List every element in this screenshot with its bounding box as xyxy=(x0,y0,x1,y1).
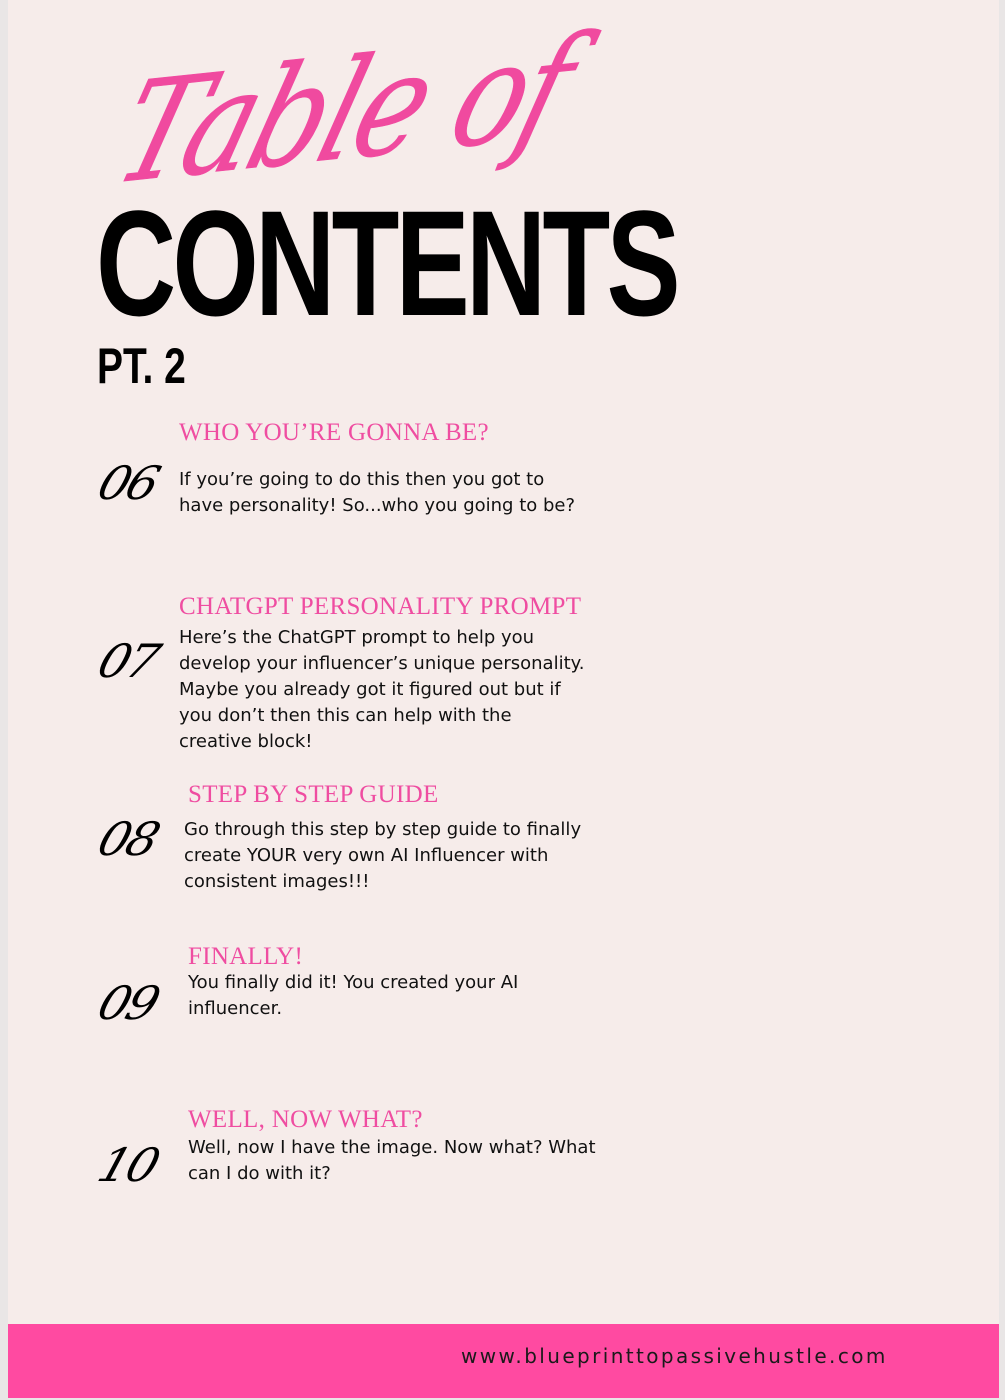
entry-number: 08 xyxy=(91,812,165,866)
entry-number: 09 xyxy=(91,976,165,1030)
table-of-script-title: Table of xyxy=(100,5,588,216)
entry-description: You finally did it! You created your AI influencer. xyxy=(188,972,519,1019)
entry-number: 10 xyxy=(91,1138,165,1192)
entry-heading: WELL, NOW WHAT? xyxy=(188,1106,423,1133)
entry-description: If you’re going to do this then you got to have personality! So...who you going to be? xyxy=(179,469,576,516)
entry-number: 06 xyxy=(91,456,165,510)
entry-description: Go through this step by step guide to finally create YOUR very own AI Influencer with consistent images!!! xyxy=(184,819,582,892)
entry-description: Here’s the ChatGPT prompt to help you develop your influencer’s unique personality. Maybe you already got it figured out but if you don’t then this can help with the creative block! xyxy=(179,627,585,752)
entry-heading: CHATGPT PERSONALITY PROMPT xyxy=(179,593,582,620)
part-label: PT. 2 xyxy=(97,338,186,394)
footer-bar xyxy=(8,1324,999,1398)
entry-number: 07 xyxy=(91,634,165,688)
entry-heading: FINALLY! xyxy=(188,943,304,970)
entry-heading: STEP BY STEP GUIDE xyxy=(188,781,439,808)
entry-description: Well, now I have the image. Now what? What can I do with it? xyxy=(188,1137,596,1184)
contents-title: CONTENTS xyxy=(96,179,677,347)
toc-page xyxy=(8,0,999,1398)
website-url[interactable]: www.blueprinttopassivehustle.com xyxy=(461,1344,888,1368)
entry-heading: WHO YOU’RE GONNA BE? xyxy=(179,419,489,446)
